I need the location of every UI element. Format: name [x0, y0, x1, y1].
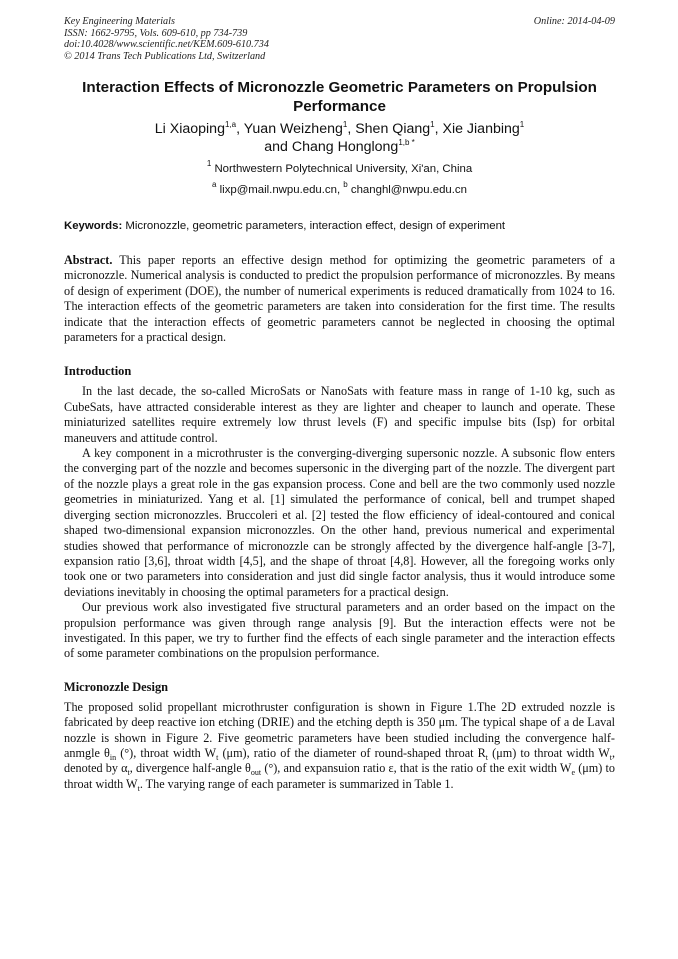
author-superscript: 1 [342, 120, 348, 129]
text-run: (°), and expansuion ratio ε, that is the ratio of the exit width W [261, 761, 572, 776]
greek-symbol: α [121, 761, 128, 776]
abstract [64, 253, 615, 345]
online-date: Online: 2014-04-09 [533, 16, 615, 27]
copyright-line: © 2014 Trans Tech Publications Ltd, Switzerland [64, 50, 266, 62]
subscript: e [571, 768, 575, 778]
affiliation-text: Northwestern Polytechnical University, Xi'an, China [214, 163, 473, 175]
text-run: The proposed solid propellant microthruster configuration is shown in Figure 1.The 2D extruded nozzle is fabricated by deep reactive ion etching (DRIE) and the etching depth is 350 μm. The typical shape of a de Laval nozzle is shown in Figure 2. Five geometric parameters have been studied including the convergence half-anmgle [64, 699, 615, 760]
subscript: t [485, 752, 488, 762]
subscript: t [127, 768, 130, 778]
journal-name: Key Engineering Materials [64, 16, 175, 27]
affiliation-superscript: 1 [206, 159, 212, 168]
paper-title: Interaction Effects of Micronozzle Geometric Parameters on Propulsion Performance [82, 79, 597, 115]
paragraph [64, 700, 615, 792]
email-address[interactable]: lixp@mail.nwpu.edu.cn, [219, 184, 341, 196]
email-superscript: a [212, 180, 217, 189]
greek-symbol: θ [245, 761, 251, 776]
subscript: out [250, 768, 262, 778]
subscript: t [216, 752, 219, 762]
text-run: (μm) to throat width W [488, 745, 610, 760]
author-name: Li Xiaoping [154, 121, 225, 137]
subscript: t [609, 752, 612, 762]
text-run: (μm), ratio of the diameter of round-shaped throat R [218, 745, 486, 760]
author-superscript: 1 [430, 120, 435, 129]
text-run: (°), throat width W [116, 745, 217, 760]
email-superscript: b [343, 180, 348, 189]
abstract-label: Abstract. [64, 253, 113, 267]
author-name: Yuan Weizheng [243, 121, 343, 137]
subscript: t [137, 783, 140, 793]
keywords [64, 219, 615, 233]
keywords-label: Keywords: [64, 220, 123, 232]
author-superscript: 1 [519, 120, 525, 129]
email-line [64, 180, 615, 197]
paragraph: Our previous work also investigated five structural parameters and an order based on the impact on the propulsion performance was given through range analysis [9]. But the interaction effects were not be investigated. In this paper, we try to further find the effects of each single parameter and the interaction effects of some parameter combinations on the propulsion performance. [64, 600, 615, 661]
paragraph: In the last decade, the so-called MicroSats or NanoSats with feature mass in range of 1-10 kg, such as CubeSats, have attracted considerable interest as they are lighter and cheaper to launch and operate. These miniaturized satellites require extremely low thrust levels (F) and specific impulse bits (Isp) for orbital maneuvers and attitude control. [64, 384, 615, 445]
author-name: Shen Qiang [355, 121, 431, 137]
issn-line: ISSN: 1662-9795, Vols. 609-610, pp 734-739 [64, 27, 248, 39]
text-run: , denoted by [64, 745, 616, 776]
affiliation [64, 159, 615, 176]
section-heading-introduction: Introduction [64, 364, 132, 379]
author-superscript: 1,b * [398, 138, 415, 147]
subscript: in [109, 752, 117, 762]
doi-line[interactable]: doi:10.4028/www.scientific.net/KEM.609-610.734 [64, 39, 269, 50]
section-heading-micronozzle-design: Micronozzle Design [64, 679, 169, 694]
author-name: Xie Jianbing [442, 121, 520, 137]
greek-symbol: θ [104, 745, 110, 760]
abstract-text: This paper reports an effective design method for optimizing the geometric parameters of a micronozzle. Numerical analysis is conducted to predict the propulsion performance of micronozzles. By means of design of experiment (DOE), the number of numerical experiments is reduced dramatically from 1024 to 16. The interaction effects of the geometric parameters are taken into consideration for the first time. The results indicate that the interaction effects of geometric parameters cannot be neglected in choosing the optimal parameters for a practical design. [64, 253, 616, 345]
author-superscript: 1,a [224, 120, 237, 129]
text-run: (μm) to throat width W [64, 761, 615, 791]
journal-header [64, 16, 615, 62]
author-conjunction: and [264, 139, 288, 155]
author-list: Li Xiaoping$^{1,a}$, Yuan Weizheng$^1$, Shen Qiang$^1$, Xie Jianbing$^1$ and Chang Honglong$^{1,b *}$ [154, 120, 525, 155]
text-run: , divergence half-angle [129, 761, 246, 776]
text-run: . The varying range of each parameter is summarized in Table 1. [139, 776, 454, 791]
author-name: Chang Honglong [291, 139, 399, 155]
keywords-text: Micronozzle, geometric parameters, interaction effect, design of experiment [125, 220, 506, 232]
email-address[interactable]: changhl@nwpu.edu.cn [350, 184, 467, 196]
paragraph: A key component in a microthruster is the converging-diverging supersonic nozzle. A subsonic flow enters the converging part of the nozzle and becomes supersonic in the diverging part of the nozzle. The divergent part of the nozzle plays a great role in the gas expansion process. Cone and bell are the two commonly used nozzle geometries in miniaturized. Yang et al. [1] simulated the performance of conical, bell and trumpet shaped diverging section micronozzles. Bruccoleri et al. [2] tested the flow efficiency of ideal-contoured and conical shaped two-dimensional expansion micronozzles. On the other hand, previous numerical and experimental studies showed that performance of micronozzle can be strongly affected by the divergence half-angle [3-7], expansion ratio [3,6], throat width [4,5], and the shape of throat [4,8]. However, all the foregoing works only took one or two parameters into consideration and just did single factor analysis, thus it would introduce some deviations inevitably in choosing the optimal parameters for a practical design. [64, 446, 615, 599]
page [64, 16, 615, 792]
